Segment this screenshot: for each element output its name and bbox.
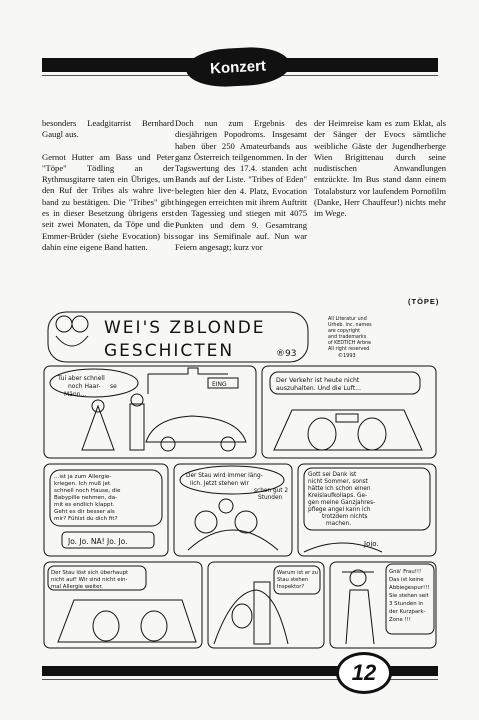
speech-text: Inspektor?: [277, 584, 305, 590]
comic-title-line1: WEI'S ZBLONDE: [104, 318, 266, 338]
speech-text: Männ...: [64, 391, 87, 398]
speech-text: Gnä' Frau!!!: [389, 569, 422, 575]
comic-copyright-note: [328, 316, 372, 359]
speech-text: Das ist keine: [389, 577, 424, 583]
speech-text: trotzdem nichts: [322, 514, 368, 520]
comic-panel-1: [44, 366, 256, 458]
speech-text: mit es endlich klappt.: [54, 502, 115, 508]
speech-text: se: [110, 383, 117, 390]
shop-sign: EING: [212, 381, 227, 388]
comic-title-line2: GESCHICTEN: [104, 341, 235, 361]
speech-text: noch Haar-: [68, 383, 101, 390]
comic-panel-4: [174, 464, 292, 556]
author-signature: (TÖPE): [408, 297, 440, 306]
speech-text: 3 Stunden in: [389, 601, 424, 607]
speech-text: gen meine Ganzjahres-: [308, 500, 376, 506]
speech-text: Kreislaufkollaps. Ge-: [308, 493, 368, 499]
section-badge: Konzert: [185, 45, 291, 88]
speech-text: kriegen. Ich muß jet: [54, 481, 111, 487]
article-paragraph: besonders Leadgitarrist Bernhard Gaugl aus.: [42, 118, 174, 140]
speech-text: hätte ich schon einen: [308, 486, 371, 492]
speech-text: Der Stau löst sich überhaupt: [51, 570, 129, 576]
speech-text: lich. Jetzt stehen wir: [190, 481, 249, 487]
comic-panel-8: [330, 562, 436, 648]
speech-text: ...ist ja zum Allergie-: [54, 474, 112, 480]
speech-text: Jo. Jo. NA! Jo. Jo.: [68, 537, 128, 546]
copyright-line: ©1993: [338, 353, 356, 359]
speech-text: machen.: [326, 521, 352, 527]
comic-panel-2: [262, 366, 436, 458]
page-number: 12: [336, 652, 392, 694]
copyright-line: All right reserved: [328, 347, 370, 352]
speech-text: Stunden: [258, 495, 283, 501]
comic-panel-6: [44, 562, 202, 648]
comic-title-banner: [48, 312, 308, 362]
article-column-3: [314, 118, 446, 231]
speech-text: nicht auf! Wir sind nicht ein-: [51, 577, 128, 583]
speech-text: nicht Sommer, sonst: [308, 479, 368, 485]
article-paragraph: der Heimreise kam es zum Eklat, als der Sänger der Evocs sämtliche weibliche Gäste der Jugendherberge Wien Brigittenau durch seine nudistischen Anwandlungen entzückte. Im Bus stand dann einem Totalabsturz vor laufendem Pornofilm (Danke, Herr Chauffeur!) nichts mehr im Wege.: [314, 118, 446, 219]
copyright-line: Urheb. inc. names: [328, 323, 372, 328]
speech-text: Babypille nehmen, da-: [54, 495, 118, 501]
article-paragraph: Doch nun zum Ergebnis des diesjährigen Popodroms. Insgesamt haben über 250 Amateurbands aus ganz Österreich teilgenommen. In der Tagswertung des 17.4. standen acht Bands auf der Liste. "Tribes of Eden" belegten hier den 4. Platz, Evocation hingegen erreichten mit ihrem Auftritt den Tagessieg und stiegen mit 4075 Punkten und dem 9. Gesamtrang sogar ins Semifinale auf. Nun war Feiern angesagt; kurz vor: [175, 118, 307, 253]
speech-text: mir? Fühlst du dich fit?: [54, 516, 118, 522]
speech-text: schnell noch Hause, die: [54, 488, 121, 494]
speech-text: Warum ist er zu: [277, 570, 318, 576]
comic-panel-3: [44, 464, 168, 556]
speech-text: Jojo.: [364, 540, 379, 548]
comic-panel-5: [298, 464, 436, 556]
speech-text: Der Stau wird immer läng-: [186, 473, 263, 479]
speech-text: der Kurzpark-: [389, 609, 426, 615]
copyright-line: are copyright: [328, 329, 361, 334]
speech-text: Geht es dir besser als: [54, 509, 115, 515]
speech-text: Gott sei Dank ist: [308, 472, 357, 478]
speech-text: Der Verkehr ist heute nicht: [276, 377, 360, 384]
speech-text: auszuhalten. Und die Luft...: [276, 385, 362, 392]
speech-text: Zone !!!: [389, 617, 411, 623]
speech-text: Tui aber schnell: [58, 375, 105, 382]
speech-text: Abbiegespur!!!: [389, 585, 430, 591]
article-column-1: [42, 118, 174, 264]
speech-text: schon gut 2: [254, 488, 289, 494]
comic-panel-7: [208, 562, 324, 648]
speech-text: pflege angel kann ich: [308, 507, 371, 513]
copyright-line: and trademarks: [328, 335, 367, 340]
copyright-line: All Literatur und: [328, 317, 367, 322]
speech-text: mal Allergie weiter.: [51, 584, 103, 590]
speech-text: Sie stehen seit: [389, 593, 429, 599]
copyright-line: of KEDTICH Arbne: [328, 341, 372, 346]
speech-text: Stau stehen: [277, 577, 309, 583]
article-column-2: [175, 118, 307, 265]
comic-title-year: ®93: [276, 349, 297, 359]
article-paragraph: Gernot Hutter am Bass und Peter "Töpe" Tödling an der Rythmusgitarre taten ein Übriges, um den Ruf der Tribes als wahre live-band zu bestätigen. Die "Tribes" gibt es in dieser Besetzung übrigens erst seit zwei Monaten, da Töpe und die Emmer-Brüder (siehe Evocation) bis dahin eine eigene Band hatten.: [42, 151, 174, 252]
comic-strip: [42, 310, 438, 650]
